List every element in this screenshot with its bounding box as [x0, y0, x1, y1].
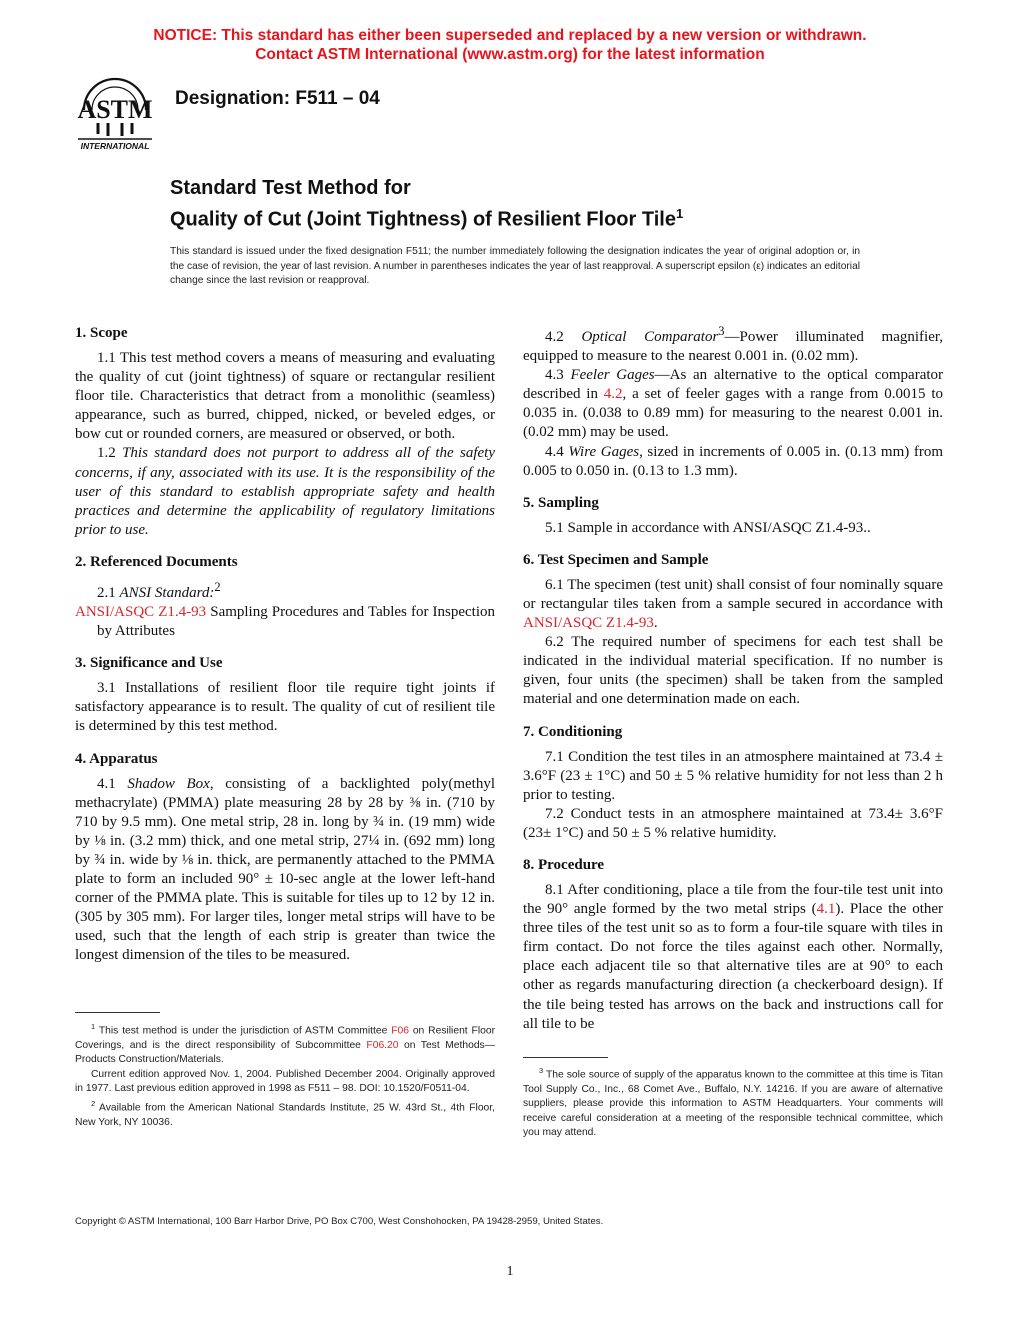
footnote-ref-3: 3: [718, 324, 725, 338]
paragraph-4-2-text: —Power illuminated magnifier, equipped to measure to the nearest 0.001 in. (0.02 mm).: [523, 329, 944, 365]
paragraph-4-3: [523, 366, 943, 442]
astm-logo-icon: [70, 76, 160, 152]
footnotes-right: [523, 1064, 943, 1141]
paragraph-number: 4.1: [97, 775, 128, 792]
footnote-ref-2: 2: [214, 579, 221, 594]
section-4-1-link[interactable]: 4.1: [816, 901, 836, 918]
paragraph-4-1-text: , consisting of a backlighted poly(methyl methacrylate) (PMMA) plate measuring 28 by 28 by ⅜ in. (710 by 710 by 9.5 mm). One metal strip, 28 in. long by ¾ in. (19 mm) wide by ⅛ in. (3.2 mm) thick, and one metal strip, 27¼ in. (692 mm) long by ¾ in. wide by ⅛ in. thick, are permanently attached to the PMMA plate to form an included 90° ± 10-sec angle at the lower left-hand corner of the PMMA plate. This is suitable for tiles up to 12 by 12 in. (305 by 305 mm). For larger tiles, longer metal strips will have to be used, such that the length of each strip is greater than twice the longest dimension of the tiles to be measured.: [75, 775, 495, 964]
paragraph-4-4-text: , sized in increments of 0.005 in. (0.13 mm) from 0.005 to 0.050 in. (0.13 to 1.3 mm).: [523, 443, 943, 479]
paragraph-4-3-text: —As an alternative to the optical comparator described in: [523, 367, 944, 403]
notice-line-1: NOTICE: This standard has either been superseded and replaced by a new version or withdrawn.: [153, 27, 867, 44]
left-column: [75, 322, 495, 965]
logo-subtext: INTERNATIONAL: [80, 141, 150, 151]
footnote-text: This test method is under the jurisdiction of ASTM Committee: [95, 1025, 392, 1037]
paragraph-6-1-end: .: [653, 615, 658, 632]
paragraph-8-1: [523, 881, 943, 1034]
footnote-3: [523, 1064, 943, 1141]
footnote-mark: 3: [539, 1066, 544, 1075]
paragraph-1-2: [75, 444, 495, 539]
subcommittee-f06-20-link[interactable]: F06.20: [366, 1039, 399, 1051]
section-heading-apparatus: 4. Apparatus: [75, 750, 158, 767]
paragraph-6-2: 6.2 The required number of specimens for each test shall be indicated in the individual material specification. If no number is given, four units (the specimen) shall be taken from the sampled material and one determination made on each.: [523, 634, 943, 708]
section-4-2-link[interactable]: 4.2: [603, 386, 623, 403]
section-heading-specimen: 6. Test Specimen and Sample: [523, 551, 709, 568]
footnote-2: [75, 1097, 495, 1130]
paragraph-number: 1.2: [97, 445, 123, 462]
notice-line-2: Contact ASTM International (www.astm.org) for the latest information: [255, 46, 765, 63]
logo-text: ASTM: [77, 95, 153, 124]
ansi-asqc-link[interactable]: ANSI/ASQC Z1.4-93: [75, 604, 207, 621]
footnote-mark: 1: [91, 1022, 96, 1031]
paragraph-4-1: [75, 775, 495, 966]
document-title: [170, 175, 950, 233]
section-heading-sampling: 5. Sampling: [523, 494, 599, 511]
footnote-text: The sole source of supply of the apparatus known to the committee at this time is Titan Tool Supply Co., Inc., 68 Comet Ave., Buffalo, N.Y. 14216. If you are aware of alternative suppliers, please provide this information to ASTM Headquarters. Your comments will receive careful consideration at a meeting of the responsible technical committee, which you may attend.: [523, 1069, 943, 1139]
ansi-asqc-link[interactable]: ANSI/ASQC Z1.4-93: [523, 615, 654, 632]
footnote-rule-right: [523, 1057, 608, 1058]
paragraph-5-1: 5.1 Sample in accordance with ANSI/ASQC Z1.4-93..: [545, 519, 871, 536]
designation: Designation: F511 – 04: [175, 88, 380, 109]
footnote-text: on Test Methods—Products Construction/Materials.: [75, 1039, 495, 1066]
title-line-1: Standard Test Method for: [170, 177, 411, 199]
title-footnote-mark: 1: [675, 206, 684, 221]
section-heading-scope: 1. Scope: [75, 325, 128, 341]
paragraph-6-1-text: 6.1 The specimen (test unit) shall consist of four nominally square or rectangular tiles taken from a sample secured in accordance with: [523, 576, 943, 612]
copyright: Copyright © ASTM International, 100 Barr Harbor Drive, PO Box C700, West Conshohocken, PA 19428-2959, United States.: [75, 1216, 604, 1227]
paragraph-number: 4.3: [545, 367, 571, 384]
paragraph-number: 4.2: [545, 329, 582, 345]
footnote-rule-left: [75, 1012, 160, 1013]
ansi-standard-label: ANSI Standard:: [119, 584, 215, 601]
paragraph-4-3-text: , a set of feeler gages with a range from 0.0015 to 0.035 in. (0.038 to 0.89 mm) for measuring to the nearest 0.001 in. (0.02 mm) may be used.: [523, 386, 943, 441]
section-heading-procedure: 8. Procedure: [523, 856, 605, 873]
paragraph-7-2: 7.2 Conduct tests in an atmosphere maintained at 73.4± 3.6°F (23± 1°C) and 50 ± 5 % relative humidity.: [523, 805, 943, 841]
paragraph-4-4: [523, 443, 943, 481]
section-heading-conditioning: 7. Conditioning: [523, 723, 623, 740]
wire-gages-label: Wire Gages: [568, 443, 640, 460]
paragraph-2-1: [75, 578, 495, 603]
paragraph-1-2-italic: This standard does not purport to address all of the safety concerns, if any, associated with its use. It is the responsibility of the user of this standard to establish appropriate safety and health practices and determine the applicability of regulatory limitations prior to use.: [75, 445, 496, 538]
paragraph-2-ref: [75, 603, 495, 641]
paragraph-number: 4.4: [545, 443, 569, 460]
paragraph-8-1-text: ). Place the other three tiles of the test unit so as to form a four-tile square with tiles in firm contact. Do not force the tiles against each other. Normally, place each adjacent tile so that alternative tiles are at 90° to each other as regards manufacturing direction (a checkerboard design). If the tile being tested has arrows on the back and instructions call for all tile to be: [523, 901, 944, 1032]
paragraph-1-1: 1.1 This test method covers a means of measuring and evaluating the quality of cut (joint tightness) of square or rectangular resilient floor tile. Characteristics that detract from a monolithic (seamless) appearance, such as burred, chipped, nicked, or beveled edges, or bow cut or rounded corners, are measured or observed, or both.: [75, 350, 495, 443]
paragraph-8-1-text: 8.1 After conditioning, place a tile from the four-tile test unit into the 90° angle formed by the two metal strips (: [523, 881, 943, 918]
right-column: [523, 322, 943, 1034]
committee-f06-link[interactable]: F06: [391, 1025, 409, 1037]
section-heading-referenced: 2. Referenced Documents: [75, 553, 238, 570]
footnote-text: Available from the American National Standards Institute, 25 W. 43rd St., 4th Floor, New York, NY 10036.: [75, 1102, 495, 1128]
ref-description: Sampling Procedures and Tables for Inspection by Attributes: [97, 604, 495, 640]
paragraph-4-2: [523, 322, 943, 366]
footnote-text: on Resilient Floor Coverings, and is the direct responsibility of Subcommittee: [75, 1025, 495, 1051]
title-line-2: [170, 201, 950, 233]
footnote-mark: 2: [91, 1098, 96, 1108]
footnotes-left: [75, 1020, 495, 1130]
issued-note: This standard is issued under the fixed designation F511; the number immediately following the designation indicates the year of original adoption or, in the case of revision, the year of last revision. A number in parentheses indicates the year of last reapproval. A superscript epsilon (ε) indicates an editorial change since the last revision or reapproval.: [170, 246, 860, 286]
title-line-2-text: Quality of Cut (Joint Tightness) of Resilient Floor Tile: [170, 208, 676, 231]
page-number: 1: [506, 1264, 514, 1279]
footnote-1: [75, 1020, 495, 1068]
paragraph-6-1: [523, 576, 943, 633]
feeler-gages-label: Feeler Gages: [570, 367, 655, 384]
paragraph-7-1: 7.1 Condition the test tiles in an atmosphere maintained at 73.4 ± 3.6°F (23 ± 1°C) and 50 ± 5 % relative humidity for not less than 2 h prior to testing.: [523, 748, 943, 803]
section-heading-significance: 3. Significance and Use: [75, 655, 223, 672]
footnote-1-edition: Current edition approved Nov. 1, 2004. Published December 2004. Originally approved in 1977. Last previous edition approved in 1998 as F511 – 98. DOI: 10.1520/F0511-04.: [75, 1068, 495, 1095]
paragraph-3-1: 3.1 Installations of resilient floor tile require tight joints if satisfactory appearance is to result. The quality of cut of resilient tile is determined by this test method.: [75, 680, 495, 735]
optical-comparator-label: Optical Comparator: [581, 329, 719, 345]
paragraph-number: 2.1: [97, 584, 120, 601]
notice-banner: [0, 26, 1020, 64]
shadow-box-label: Shadow Box: [127, 775, 210, 792]
